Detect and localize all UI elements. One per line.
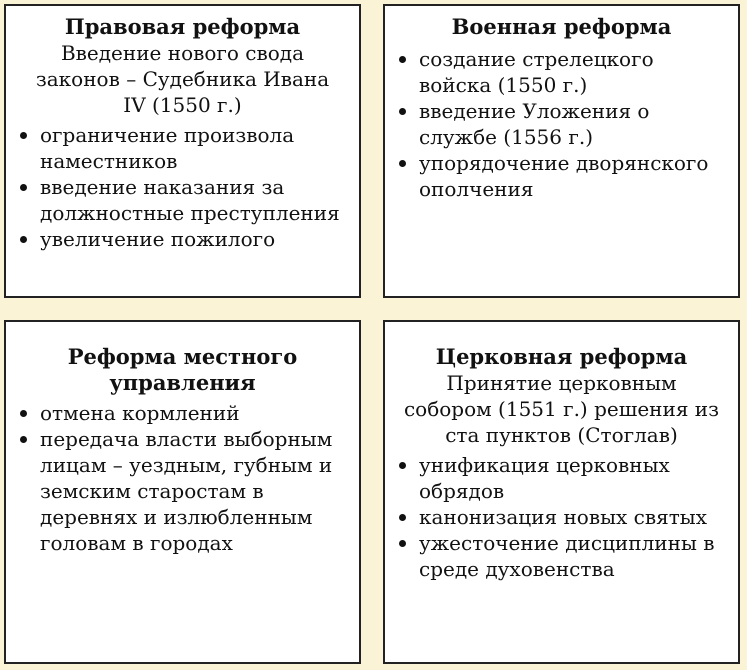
church-reform-list [395, 452, 728, 582]
list-item: передача власти выборным лицам – уездным, губным и земским старостам в деревнях и излюбленным головам в городах [16, 426, 349, 556]
local-reform-list [16, 400, 349, 556]
church-reform-title: Церковная реформа [435, 344, 688, 369]
military-reform-list [395, 46, 728, 202]
list-item: увеличение пожилого [16, 226, 349, 252]
list-item: упорядочение дворянского ополчения [395, 150, 728, 202]
church-reform-subtitle: Принятие церковным собором (1551 г.) решения из ста пунктов (Стоглав) [403, 371, 720, 447]
legal-reform-box [4, 4, 361, 298]
list-item: создание стрелецкого войска (1550 г.) [395, 46, 728, 98]
list-item: отмена кормлений [16, 400, 349, 426]
local-government-reform-box [4, 320, 361, 664]
military-reform-title: Военная реформа [451, 14, 672, 39]
local-reform-title: Реформа местного управления [67, 344, 298, 395]
list-item: введение наказания за должностные преступления [16, 174, 349, 226]
church-reform-box [383, 320, 740, 664]
list-item: введение Уложения о службе (1556 г.) [395, 98, 728, 150]
list-item: канонизация новых святых [395, 504, 728, 530]
list-item: ужесточение дисциплины в среде духовенства [395, 530, 728, 582]
military-reform-box [383, 4, 740, 298]
legal-reform-list [16, 122, 349, 252]
legal-reform-title: Правовая реформа [64, 14, 301, 39]
list-item: унификация церковных обрядов [395, 452, 728, 504]
list-item: ограничение произвола наместников [16, 122, 349, 174]
legal-reform-subtitle: Введение нового свода законов – Судебника Ивана IV (1550 г.) [35, 41, 330, 117]
